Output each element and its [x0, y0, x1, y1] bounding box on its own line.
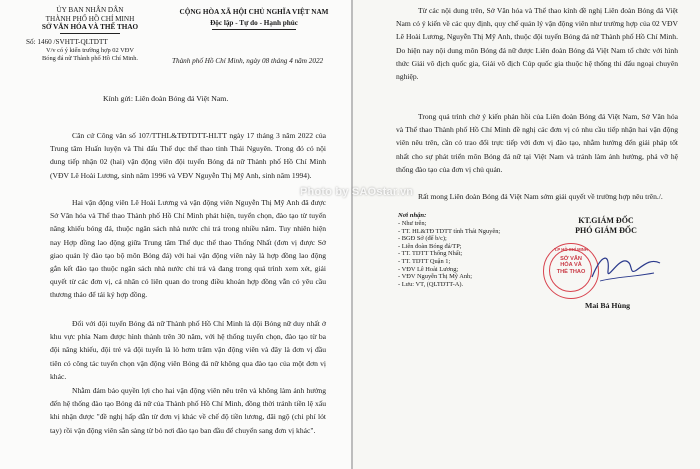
- paragraph-3: Đối với đội tuyển Bóng đá nữ Thành phố Hồ Chí Minh là đội Bóng nữ duy nhất ở khu vực phía Nam được hình thành trên 30 năm, với hệ thống tuyển chọn, đào tạo từ ba đội năng khiếu, đội trẻ và đội tuyển là lò hơm trăm vận động viên và đây là đơn vị đầu tiên có công tác tuyển chọn vận động viên Bóng đá nữ không qua đào tạo của một đơn vị khác.: [50, 319, 326, 381]
- paragraph-1: Căn cứ Công văn số 107/TTHL&TĐTDTT-HLTT ngày 17 tháng 3 năm 2022 của Trung tâm Huấn luyện và Thi đấu Thể dục thể thao tỉnh Thái Nguyên. Trong đó có nội dung tiếp nhận 02 (hai) vận động viên đội tuyển Bóng đá nữ Thành phố Hồ Chí Minh (VĐV Lê Hoài Lương, sinh năm 1996 và VĐV Nguyễn Thị Mỹ Anh, sinh năm 1994).: [50, 131, 326, 180]
- recipients-block: [398, 212, 500, 288]
- recipients-title: Nơi nhận:: [398, 212, 427, 219]
- recipient-item: - VĐV Nguyễn Thị Mỹ Anh;: [398, 273, 473, 281]
- org-line-1: ỦY BAN NHÂN DÂN: [56, 6, 124, 14]
- sign-title-2: PHÓ GIÁM ĐỐC: [575, 226, 637, 235]
- signer-name: Mai Bá Hùng: [585, 301, 631, 310]
- seal-ring-text: T.P HỒ CHÍ MINH: [554, 247, 588, 252]
- nation-title: CỘNG HÒA XÃ HỘI CHỦ NGHĨA VIỆT NAM: [179, 8, 329, 16]
- signature-title: [551, 216, 661, 236]
- doc-date: Thành phố Hồ Chí Minh, ngày 08 tháng 4 năm 2022: [172, 57, 324, 65]
- addressee: Kính gửi: Liên đoàn Bóng đá Việt Nam.: [103, 94, 229, 103]
- paragraph-7: Rất mong Liên đoàn Bóng đá Việt Nam sớm giải quyết về trường hợp nêu trên./.: [418, 192, 663, 201]
- org-line-3: SỞ VĂN HÓA VÀ THỂ THAO: [41, 23, 139, 31]
- motto-underline: [212, 29, 296, 30]
- recipient-item: - Lưu: VT, (QLTDTT-A).: [398, 280, 464, 288]
- nation-motto: Độc lập - Tự do - Hạnh phúc: [210, 18, 298, 27]
- doc-subject: [22, 47, 158, 62]
- paragraph-2: Hai vận động viên Lê Hoài Lương và vận động viên Nguyễn Thị Mỹ Anh đã được Sở Văn hóa và Thể thao Thành phố Hồ Chí Minh phát hiện, tuyển chọn, đào tạo từ tuyến năng khiếu bóng đá, thuộc ngân sách nhà nước chi trả trong nhiều năm. Tuy nhiên hiện nay Hợp đồng lao động giữa Trung tâm Thể dục thể thao Thống Nhất (đơn vị được Sở giao quản lý đào tạo bộ môn Bóng đá) với hai vận động viên này là hợp đồng lao động gắn kết đào tạo thuộc ngân sách nhà nước chi trả và đang trong quá trình xem xét, giải quyết từ các đơn vị, cá nhân có liên quan do trong điều khoản hợp đồng vẫn có yêu cầu thương thảo để tái ký hợp đồng.: [50, 198, 326, 300]
- recipient-item: - Như trên;: [398, 220, 427, 227]
- paragraph-6: Trong quá trình chờ ý kiến phản hồi của Liên đoàn Bóng đá Việt Nam, Sở Văn hóa và Thể thao Thành phố Hồ Chí Minh đề nghị các đơn vị có nhu cầu tiếp nhận hai vận động viên nêu trên, cần có trao đổi trực tiếp với đơn vị đào tạo, nhằm hướng đến giải pháp tốt nhất cho sự phát triển môn Bóng đá nữ tại Việt Nam và tránh làm ảnh hưởng, phá vỡ hệ thống đào tạo của đơn vị chủ quản.: [396, 112, 678, 174]
- subject-line-1: V/v có ý kiến trường hợp 02 VĐV: [45, 47, 135, 54]
- org-line-2: THÀNH PHỐ HỒ CHÍ MINH: [45, 14, 135, 23]
- org-header: [20, 6, 160, 32]
- org-underline: [60, 33, 120, 34]
- subject-line-2: Bóng đá nữ Thành phố Hồ Chí Minh.: [41, 54, 138, 62]
- recipient-item: - Liên đoàn Bóng đá/TP;: [398, 242, 462, 250]
- recipient-item: - TT. HL&TĐ TDTT tỉnh Thái Nguyên;: [398, 227, 501, 235]
- paragraph-4: Nhằm đảm bảo quyền lợi cho hai vận động viên nêu trên và không làm ảnh hưởng đến hệ thống đào tạo Bóng đá nữ của Thành phố Hồ Chí Minh, đồng thời tránh tiền lệ xấu khi nhận được "đề nghị hấp dẫn từ đơn vị khác về chế độ tiền lương, đãi ngộ (chi phí lót tay) rồi vận động viên sẵn sàng từ bỏ nơi đào tạo ban đầu để chuyển sang đơn vị khác".: [50, 386, 326, 435]
- document-page-2: [353, 0, 700, 469]
- recipient-item: - TT. TDTT Thống Nhất;: [398, 250, 463, 258]
- watermark: Photo by SAOstar.vn: [300, 186, 414, 198]
- recipient-item: - TT. TDTT Quận 1;: [398, 257, 451, 265]
- recipient-item: - BGĐ Sở (để b/c);: [398, 235, 447, 243]
- doc-number: Số: 1460 /SVHTT-QLTDTT: [26, 38, 108, 46]
- sign-title-1: KT.GIÁM ĐỐC: [578, 216, 634, 225]
- seal-text: SỞ VĂN HÓA VÀ THỂ THAO: [556, 256, 586, 275]
- paragraph-5: Từ các nội dung trên, Sở Văn hóa và Thể thao kính đề nghị Liên đoàn Bóng đá Việt Nam có ý kiến về các quy định, quy chế quản lý vận động viên như trường hợp của 02 VĐV Lê Hoài Lương, Nguyễn Thị Mỹ Anh, thuộc đội tuyển Bóng đá nữ Thành phố Hồ Chí Minh. Do hiện nay nội dung môn Bóng đá nữ được Liên đoàn Bóng đá Việt Nam tổ chức với hình thức Giải vô địch quốc gia, Giải vô địch Cúp quốc gia thuộc hệ thống thi đấu ngoại chuyên nghiệp.: [396, 6, 678, 82]
- handwritten-signature: [588, 247, 663, 287]
- nation-header: [160, 8, 348, 27]
- recipient-item: - VĐV Lê Hoài Lương;: [398, 265, 459, 273]
